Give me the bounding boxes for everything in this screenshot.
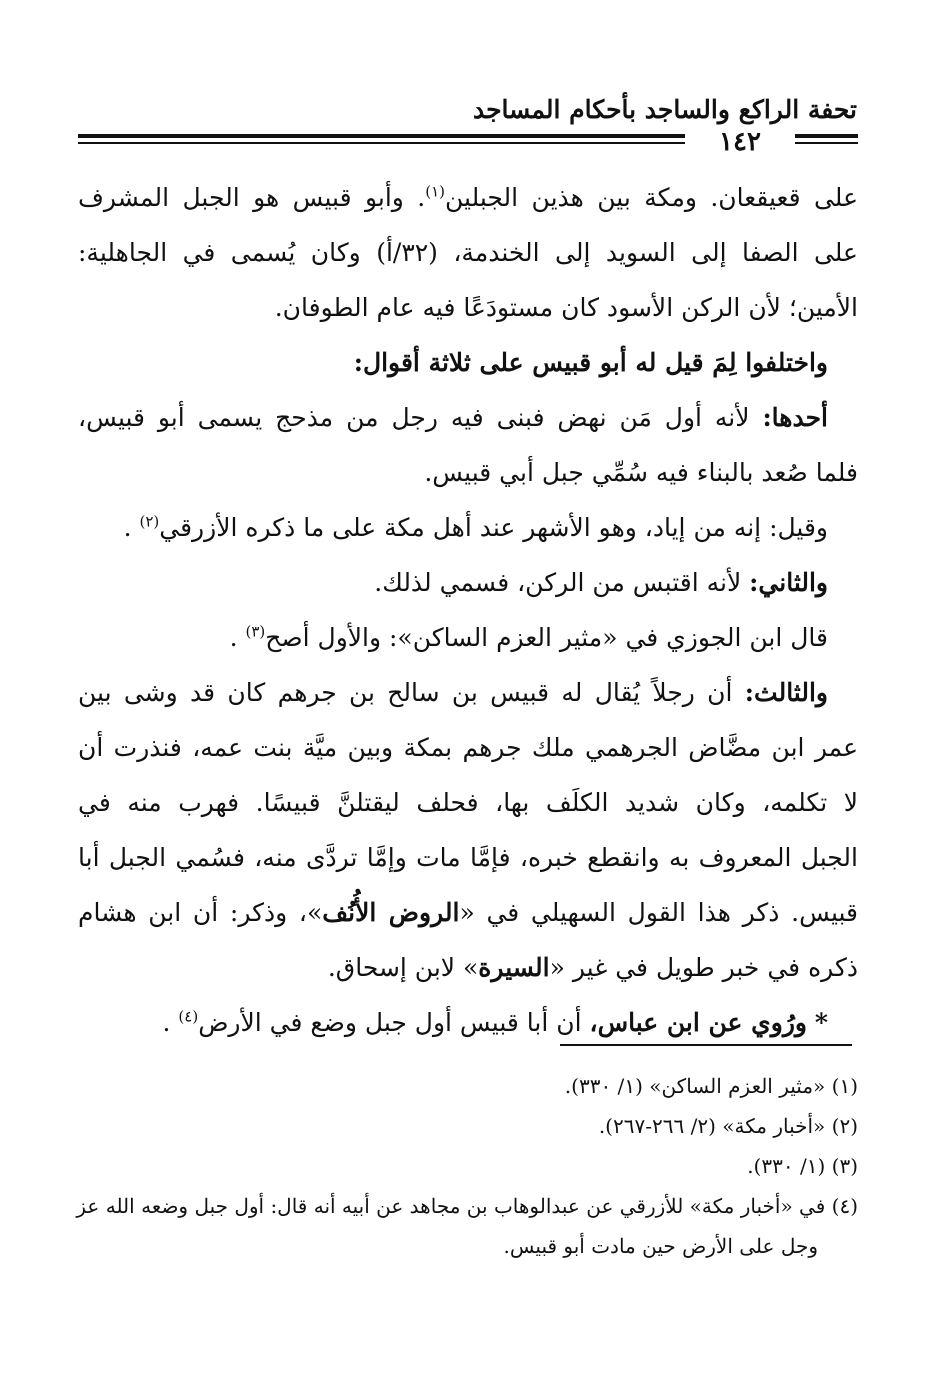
- footnote-ref: (٤): [178, 1007, 199, 1026]
- text-line: * ورُوي عن ابن عباس، أن أبا قبيس أول جبل وضع في الأرض$^{(٤)}$ .: [162, 1007, 828, 1037]
- text-line: قال ابن الجوزي في «مثير العزم الساكن»: والأول أصح$^{(٣)}$ .: [229, 622, 828, 652]
- footnote-ref: (٣): [245, 622, 266, 641]
- text-line: قبيس. ذكر هذا القول السهيلي في «الروض الأُنُف»، وذكر: أن ابن هشام: [78, 898, 858, 927]
- text-line: لا تكلمه، وكان شديد الكلَف بها، فحلف ليقتلنَّ قبيسًا. فهرب منه في: [78, 788, 858, 817]
- star-marker: *: [814, 1008, 828, 1037]
- text-line: على الصفا إلى السويد إلى الخندمة، (٣٢/أ) وكان يُسمى في الجاهلية:: [78, 238, 858, 267]
- footnote: (١) «مثير العزم الساكن» (١/ ٣٣٠).: [564, 1074, 858, 1098]
- text-line: أحدها: لأنه أول مَن نهض فبنى فيه رجل من مذحج يسمى أبو قبيس،: [78, 403, 828, 432]
- section-heading: واختلفوا لِمَ قيل له أبو قبيس على ثلاثة أقوال:: [353, 348, 828, 377]
- text-line: الأمين؛ لأن الركن الأسود كان مستودَعًا فيه عام الطوفان.: [274, 293, 858, 322]
- page-number: ١٤٢: [685, 125, 795, 159]
- text-line: والثالث: أن رجلاً يُقال له قبيس بن سالح بن جرهم كان قد وشى بين: [78, 678, 828, 707]
- book-title-rawd: الروض الأُنُف: [322, 898, 460, 927]
- text-line: عمر ابن مضَّاض الجرهمي ملك جرهم بمكة وبين ميَّة بنت عمه، فنذرت أن: [78, 733, 858, 762]
- footnote: (٤) في «أخبار مكة» للأزرقي عن عبدالوهاب بن مجاهد عن أبيه أنه قال: أول جبل وضعه الله عز: [76, 1194, 858, 1218]
- running-header-title: تحفة الراكع والساجد بأحكام المساجد: [472, 95, 857, 124]
- footnotes: [70, 1066, 858, 1266]
- main-text: [78, 170, 858, 1050]
- book-title-sira: السيرة: [478, 953, 550, 982]
- text-line: والثاني: لأنه اقتبس من الركن، فسمي لذلك.: [374, 568, 828, 597]
- footnote-continuation: وجل على الأرض حين مادت أبو قبيس.: [503, 1234, 818, 1258]
- text-line: فلما صُعد بالبناء فيه سُمِّي جبل أبي قبيس.: [424, 458, 858, 487]
- footnote: (٣) (١/ ٣٣٠).: [747, 1154, 858, 1178]
- third-label: والثالث:: [744, 678, 828, 707]
- text-line: على قعيقعان. ومكة بين هذين الجبلين$^{(١)}$. وأبو قبيس هو الجبل المشرف: [78, 182, 858, 212]
- text-line: ذكره في خبر طويل في غير «السيرة» لابن إسحاق.: [327, 953, 858, 982]
- footnote-separator: [560, 1044, 852, 1046]
- first-label: أحدها:: [762, 403, 828, 432]
- footnote-ref: (٢): [139, 512, 160, 531]
- text-line: وقيل: إنه من إياد، وهو الأشهر عند أهل مكة على ما ذكره الأزرقي$^{(٢)}$ .: [123, 512, 828, 542]
- second-label: والثاني:: [749, 568, 828, 597]
- footnote: (٢) «أخبار مكة» (٢/ ٢٦٦-٢٦٧).: [598, 1114, 858, 1138]
- text-line: الجبل المعروف به وانقطع خبره، فإمَّا مات وإمَّا تردَّى منه، فسُمي الجبل أبا: [78, 843, 858, 872]
- footnote-ref: (١): [425, 182, 446, 201]
